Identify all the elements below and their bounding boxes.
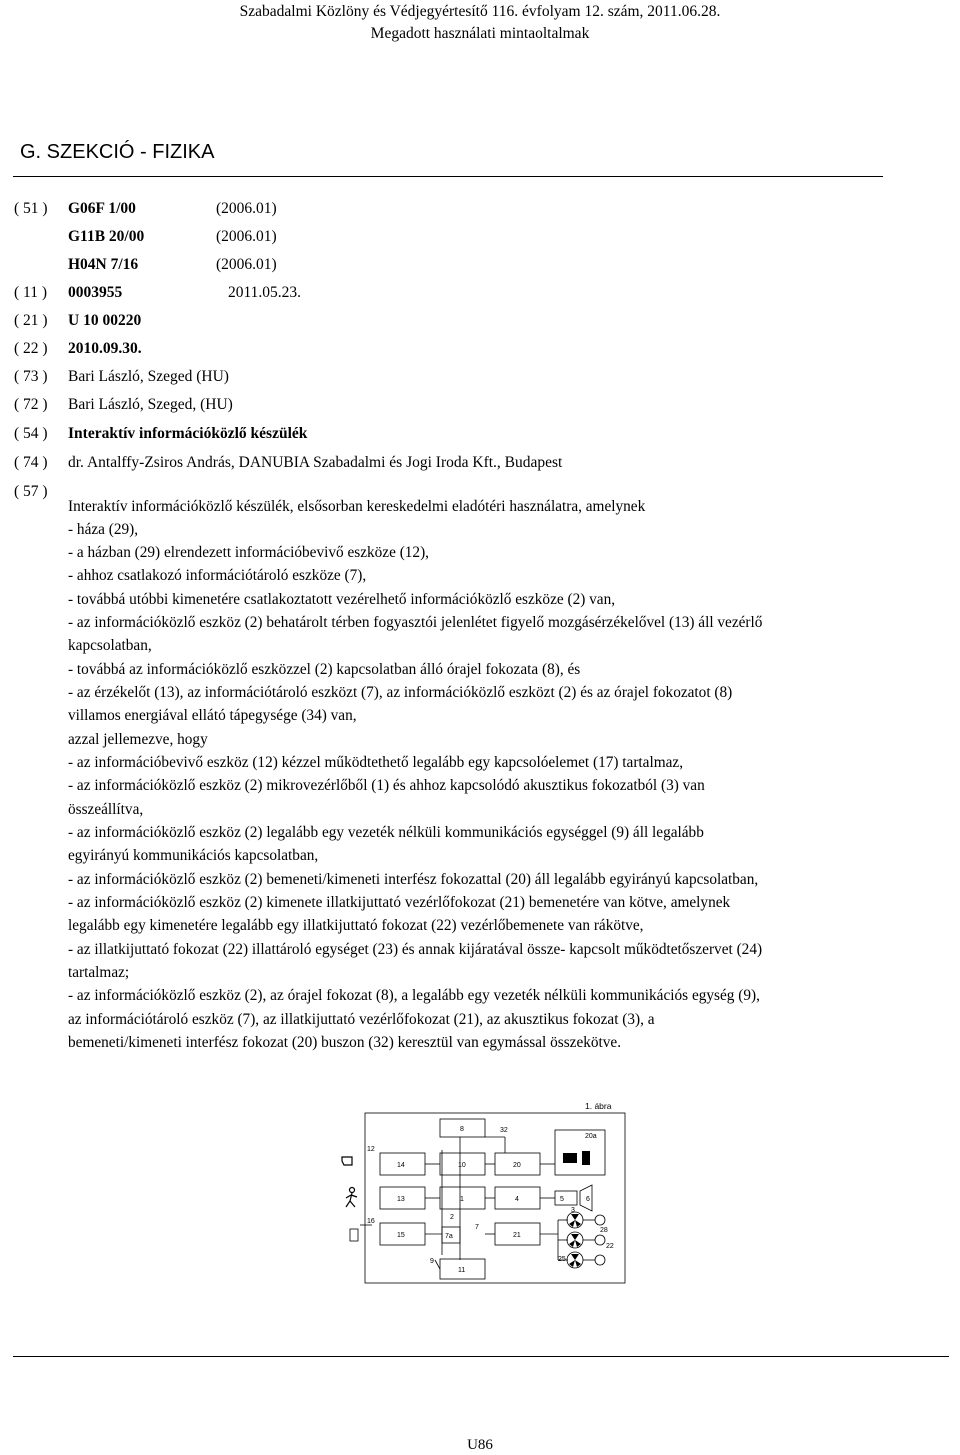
figure-label: 2 xyxy=(450,1214,454,1221)
abstract-line: - az információközlő eszköz (2) behatárolt térben fogyasztói jelenlétet figyelő mozgásérzékelővel (13) áll vezérlő xyxy=(68,614,763,631)
abstract-line: Interaktív információközlő készülék, elsősorban kereskedelmi eladótéri használatra, amelynek xyxy=(68,498,646,515)
abstract-line: tartalmaz; xyxy=(68,964,130,981)
figure-label: 28 xyxy=(600,1227,608,1234)
field-code-51: ( 51 ) xyxy=(14,200,48,217)
abstract-line: összeállítva, xyxy=(68,801,144,818)
abstract-line: - az információközlő eszköz (2) mikrovezérlőből (1) és ahhoz kapcsolódó akusztikus fokozatból (3) van xyxy=(68,777,705,794)
registration-number: 0003955 xyxy=(68,284,123,301)
classification-date: (2006.01) xyxy=(216,228,277,245)
figure-label: 5 xyxy=(560,1196,564,1203)
walking-person-icon xyxy=(350,1188,355,1193)
abstract-line: - az érzékelőt (13), az információtároló eszközt (7), az információközlő eszközt (2) és az órajel fokozatot (8) xyxy=(68,684,733,701)
hand-icon xyxy=(342,1157,352,1165)
classification-date: (2006.01) xyxy=(216,200,277,217)
figure-label: 7 xyxy=(475,1224,479,1231)
figure-label: 20 xyxy=(513,1162,521,1169)
abstract-line: - az információközlő eszköz (2) bemeneti/kimeneti interfész fokozattal (20) áll legalább egyirányú kapcsolatban, xyxy=(68,871,759,888)
figure-label: 14 xyxy=(397,1162,405,1169)
abstract-line: - az információközlő eszköz (2) legalább egy vezeték nélküli kommunikációs egységgel (9) áll legalább xyxy=(68,824,704,841)
field-code-57: ( 57 ) xyxy=(14,483,48,500)
abstract-line: - az információbevivő eszköz (12) kézzel működtethető legalább egy kapcsolóelemet (17) tartalmaz, xyxy=(68,754,684,771)
field-code-21: ( 21 ) xyxy=(14,312,48,329)
figure-label: 32 xyxy=(500,1127,508,1134)
figure-label: 4 xyxy=(515,1196,519,1203)
abstract-line: - háza (29), xyxy=(68,521,139,538)
page-number: U86 xyxy=(467,1437,493,1453)
classification-value: G11B 20/00 xyxy=(68,228,145,245)
abstract-line: - ahhoz csatlakozó információtároló eszköze (7), xyxy=(68,567,367,584)
field-code-74: ( 74 ) xyxy=(14,454,48,471)
filing-date: 2010.09.30. xyxy=(68,340,142,357)
journal-header: Szabadalmi Közlöny és Védjegyértesítő 116. évfolyam 12. szám, 2011.06.28. xyxy=(239,3,721,20)
section-title: G. SZEKCIÓ - FIZIKA xyxy=(20,141,215,163)
registration-date: 2011.05.23. xyxy=(228,284,302,301)
abstract-line: - a házban (29) elrendezett információbevivő eszköze (12), xyxy=(68,544,430,561)
figure-label: 8 xyxy=(460,1126,464,1133)
figure-label: 25 xyxy=(558,1256,566,1263)
abstract-line: egyirányú kommunikációs kapcsolatban, xyxy=(68,847,319,864)
abstract-line: bemeneti/kimeneti interfész fokozat (20) buszon (32) keresztül van egymással összekötve. xyxy=(68,1034,622,1051)
abstract-line: legalább egy kimenetére legalább egy illatkijuttató fokozat (22) vezérlőbemenete van rákötve, xyxy=(68,917,644,934)
field-code-54: ( 54 ) xyxy=(14,425,48,442)
owner: Bari László, Szeged (HU) xyxy=(68,368,229,385)
journal-subtitle: Megadott használati mintaoltalmak xyxy=(370,25,590,42)
abstract-line: - az illatkijuttató fokozat (22) illattároló egységet (23) és annak kijáratával össze- kapcsolt működtetőszervet (24) xyxy=(68,941,763,958)
abstract-line: az információtároló eszköz (7), az illatkijuttató vezérlőfokozat (21), az akusztikus fokozat (3), a xyxy=(68,1011,655,1028)
figure-label: 13 xyxy=(397,1196,405,1203)
block-5 xyxy=(555,1191,577,1205)
section-rule xyxy=(13,176,883,177)
field-code-72: ( 72 ) xyxy=(14,396,48,413)
figure-label: 6 xyxy=(586,1196,590,1203)
figure-label: 22 xyxy=(606,1243,614,1250)
classification-value: H04N 7/16 xyxy=(68,256,139,273)
figure-label: 9 xyxy=(430,1258,434,1265)
block-20a xyxy=(555,1130,605,1175)
figure-label: 21 xyxy=(513,1232,521,1239)
abstract-line: - továbbá utóbbi kimenetére csatlakoztatott vezérelhető információközlő eszköze (2) van, xyxy=(68,591,616,608)
invention-title: Interaktív információközlő készülék xyxy=(68,425,308,442)
figure-label: 3 xyxy=(571,1207,575,1214)
abstract-line: kapcsolatban, xyxy=(68,637,152,654)
classification-value: G06F 1/00 xyxy=(68,200,136,217)
field-code-73: ( 73 ) xyxy=(14,368,48,385)
figure-label: 11 xyxy=(458,1267,466,1274)
figure-label: 16 xyxy=(367,1218,375,1225)
abstract-line: - továbbá az információközlő eszközzel (2) kapcsolatban álló órajel fokozata (8), és xyxy=(68,661,581,678)
classification-date: (2006.01) xyxy=(216,256,277,273)
representative: dr. Antalffy-Zsiros András, DANUBIA Szabadalmi és Jogi Iroda Kft., Budapest xyxy=(68,454,563,471)
abstract-line: - az információközlő eszköz (2), az órajel fokozat (8), a legalább egy vezeték nélküli kommunikációs egység (9), xyxy=(68,987,760,1004)
figure-label: 1 xyxy=(460,1196,464,1203)
block-diagram-figure xyxy=(330,1095,630,1285)
application-number: U 10 00220 xyxy=(68,312,142,329)
inventor: Bari László, Szeged, (HU) xyxy=(68,396,233,413)
switch-16 xyxy=(350,1229,358,1241)
figure-label: 12 xyxy=(367,1146,375,1153)
figure-label: 10 xyxy=(458,1162,466,1169)
abstract-line: - az információközlő eszköz (2) kimenete illatkijuttató vezérlőfokozat (21) bemenetére van kötve, amelynek xyxy=(68,894,731,911)
field-code-11: ( 11 ) xyxy=(14,284,47,301)
footer-rule xyxy=(13,1356,949,1357)
figure-label: 15 xyxy=(397,1232,405,1239)
abstract-line: villamos energiával ellátó tápegysége (34) van, xyxy=(68,707,357,724)
figure-label: 20a xyxy=(585,1133,597,1140)
figure-caption: 1. ábra xyxy=(585,1101,612,1111)
figure-label: 7a xyxy=(445,1233,453,1240)
abstract-line: azzal jellemezve, hogy xyxy=(68,731,208,748)
field-code-22: ( 22 ) xyxy=(14,340,48,357)
